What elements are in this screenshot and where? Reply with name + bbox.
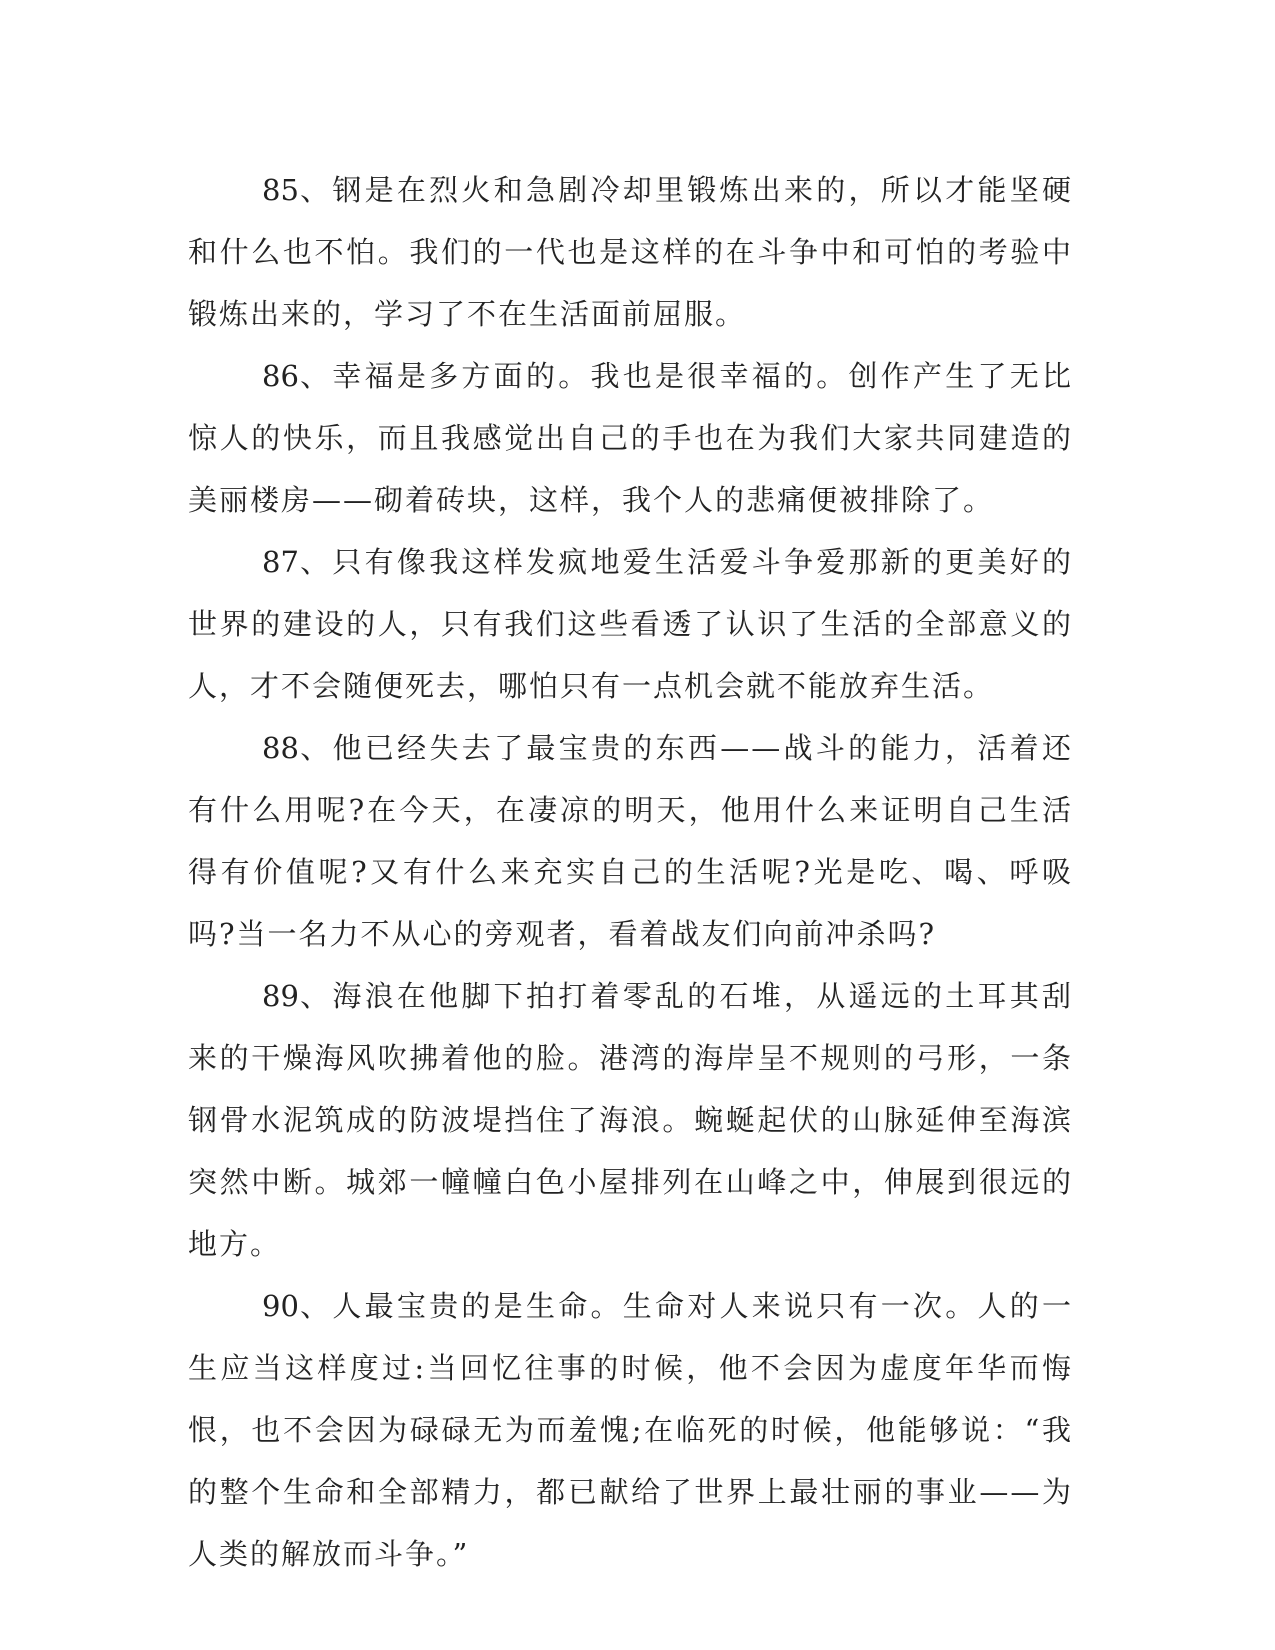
paragraph-87 xyxy=(188,531,1073,717)
paragraph-text: 钢是在烈火和急剧冷却里锻炼出来的，所以才能坚硬和什么也不怕。我们的一代也是这样的在斗争中和可怕的考验中锻炼出来的，学习了不在生活面前屈服。 xyxy=(188,173,1073,331)
paragraph-number: 87 xyxy=(262,545,299,579)
paragraph-separator: 、 xyxy=(298,979,333,1013)
paragraph-number: 85 xyxy=(262,173,299,207)
document-body xyxy=(188,159,1073,1585)
paragraph-separator: 、 xyxy=(298,173,333,207)
paragraph-text: 海浪在他脚下拍打着零乱的石堆，从遥远的土耳其刮来的干燥海风吹拂着他的脸。港湾的海岸呈不规则的弓形，一条钢骨水泥筑成的防波堤挡住了海浪。蜿蜒起伏的山脉延伸至海滨突然中断。城郊一幢幢白色小屋排列在山峰之中，伸展到很远的地方。 xyxy=(188,979,1073,1261)
paragraph-89 xyxy=(188,965,1073,1275)
paragraph-separator: 、 xyxy=(298,359,333,393)
paragraph-number: 89 xyxy=(262,979,299,1013)
paragraph-text: 他已经失去了最宝贵的东西——战斗的能力，活着还有什么用呢?在今天，在凄凉的明天，他用什么来证明自己生活得有价值呢?又有什么来充实自己的生活呢?光是吃、喝、呼吸吗?当一名力不从心的旁观者，看着战友们向前冲杀吗? xyxy=(188,731,1073,951)
paragraph-separator: 、 xyxy=(298,545,333,579)
paragraph-90 xyxy=(188,1275,1073,1585)
paragraph-number: 90 xyxy=(262,1289,299,1323)
paragraph-88 xyxy=(188,717,1073,965)
paragraph-86 xyxy=(188,345,1073,531)
paragraph-separator: 、 xyxy=(298,731,333,765)
paragraph-text: 只有像我这样发疯地爱生活爱斗争爱那新的更美好的世界的建设的人，只有我们这些看透了认识了生活的全部意义的人，才不会随便死去，哪怕只有一点机会就不能放弃生活。 xyxy=(188,545,1073,703)
paragraph-text: 幸福是多方面的。我也是很幸福的。创作产生了无比惊人的快乐，而且我感觉出自己的手也在为我们大家共同建造的美丽楼房——砌着砖块，这样，我个人的悲痛便被排除了。 xyxy=(188,359,1073,517)
paragraph-number: 86 xyxy=(262,359,299,393)
paragraph-text: 人最宝贵的是生命。生命对人来说只有一次。人的一生应当这样度过:当回忆往事的时候，他不会因为虚度年华而悔恨，也不会因为碌碌无为而羞愧;在临死的时候，他能够说：“我的整个生命和全部精力，都已献给了世界上最壮丽的事业——为人类的解放而斗争。” xyxy=(188,1289,1073,1571)
paragraph-separator: 、 xyxy=(298,1289,333,1323)
paragraph-number: 88 xyxy=(262,731,299,765)
paragraph-85 xyxy=(188,159,1073,345)
